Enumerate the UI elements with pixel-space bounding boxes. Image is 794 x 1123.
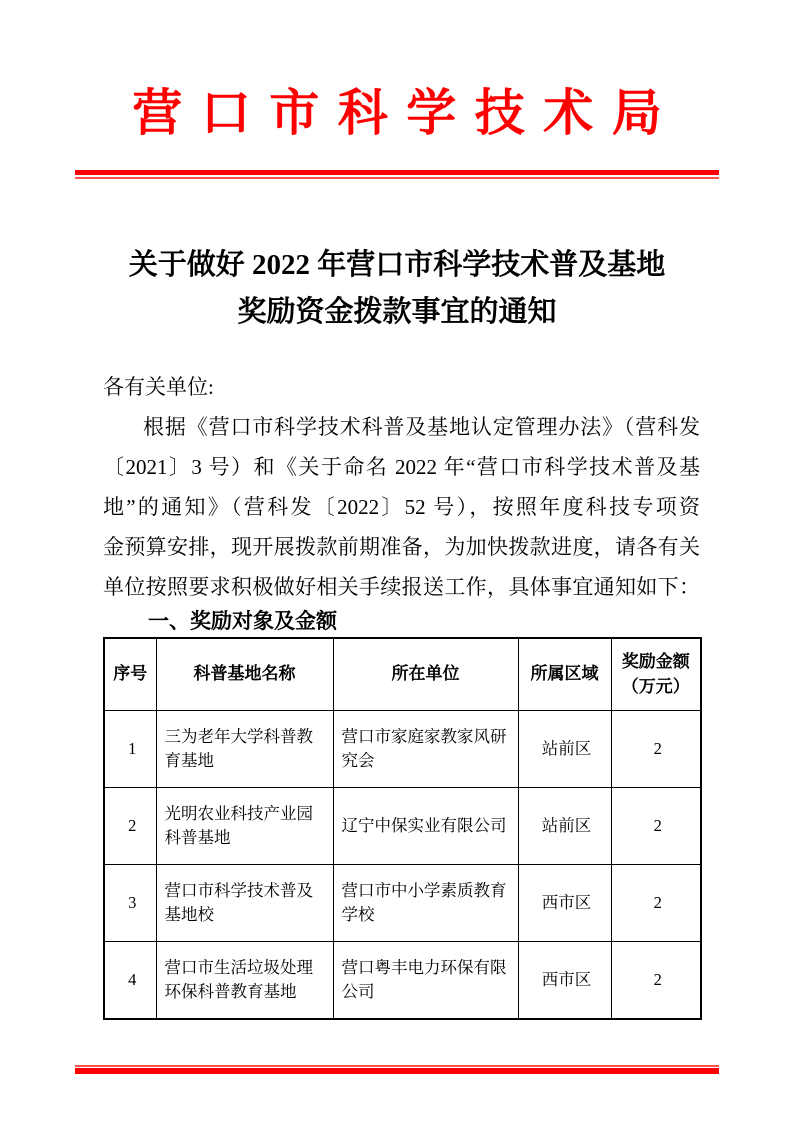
cell-base-name: 光明农业科技产业园科普基地 — [156, 788, 333, 865]
column-header-index: 序号 — [104, 638, 156, 711]
column-header-base-name: 科普基地名称 — [156, 638, 333, 711]
document-title-line-2: 奖励资金拨款事宜的通知 — [237, 296, 557, 328]
cell-amount: 2 — [611, 788, 701, 865]
body-paragraph — [103, 407, 700, 607]
awards-table — [103, 637, 702, 1020]
cell-unit: 营口市中小学素质教育学校 — [333, 865, 518, 942]
column-header-amount: 奖励金额 （万元） — [611, 638, 701, 711]
document-title-line-1: 关于做好 2022 年营口市科学技术普及基地 — [128, 249, 666, 281]
salutation: 各有关单位: — [103, 375, 214, 399]
table-row — [104, 865, 701, 942]
table-row — [104, 711, 701, 788]
column-header-unit: 所在单位 — [333, 638, 518, 711]
footer-rule-thick-line — [75, 1068, 719, 1074]
document-title — [0, 242, 794, 336]
header-rule — [75, 170, 719, 179]
footer-rule — [75, 1065, 719, 1074]
paragraph-line: 〔2021〕3 号）和《关于命名 2022 年“营口市科学技术普及基 — [103, 455, 700, 479]
cell-index: 3 — [104, 865, 156, 942]
cell-index: 4 — [104, 942, 156, 1020]
paragraph-line: 金预算安排，现开展拨款前期准备，为加快拨款进度，请各有关 — [103, 535, 700, 559]
cell-base-name: 三为老年大学科普教育基地 — [156, 711, 333, 788]
column-header-district: 所属区域 — [518, 638, 611, 711]
table-header-row — [104, 638, 701, 711]
cell-unit: 营口市家庭家教家风研究会 — [333, 711, 518, 788]
table-row — [104, 788, 701, 865]
cell-unit: 辽宁中保实业有限公司 — [333, 788, 518, 865]
cell-amount: 2 — [611, 711, 701, 788]
agency-name: 营口市科学技术局 — [132, 85, 681, 141]
cell-amount: 2 — [611, 865, 701, 942]
paragraph-line: 根据《营口市科学技术科普及基地认定管理办法》（营科发 — [143, 415, 700, 439]
paragraph-line: 地”的通知》（营科发〔2022〕52 号），按照年度科技专项资 — [103, 495, 700, 519]
cell-unit: 营口粤丰电力环保有限公司 — [333, 942, 518, 1020]
header-rule-thin-line — [75, 177, 719, 179]
cell-district: 站前区 — [518, 788, 611, 865]
paragraph-line: 单位按照要求积极做好相关手续报送工作，具体事宜通知如下： — [103, 575, 700, 599]
cell-index: 2 — [104, 788, 156, 865]
table-row — [104, 942, 701, 1020]
cell-base-name: 营口市生活垃圾处理环保科普教育基地 — [156, 942, 333, 1020]
document-body — [0, 367, 794, 1020]
cell-district: 西市区 — [518, 942, 611, 1020]
cell-district: 站前区 — [518, 711, 611, 788]
cell-district: 西市区 — [518, 865, 611, 942]
section-heading-awards: 一、奖励对象及金额 — [148, 610, 337, 633]
cell-amount: 2 — [611, 942, 701, 1020]
cell-index: 1 — [104, 711, 156, 788]
cell-base-name: 营口市科学技术普及基地校 — [156, 865, 333, 942]
